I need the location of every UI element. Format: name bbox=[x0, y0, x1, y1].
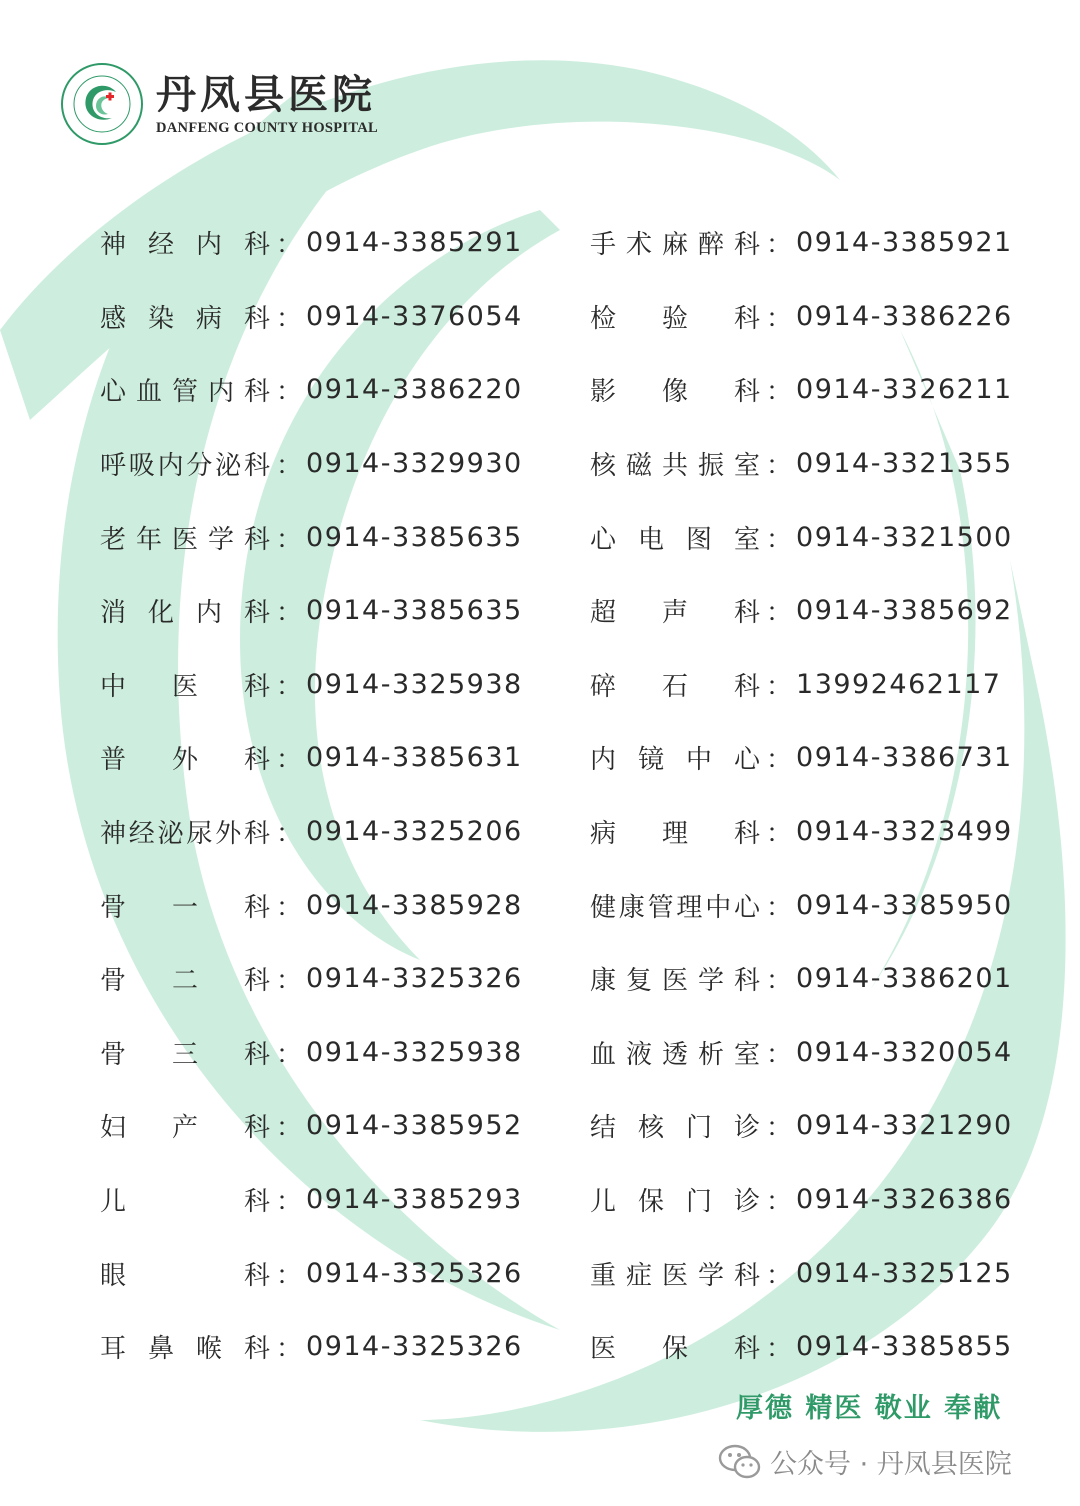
department-name bbox=[100, 1034, 270, 1071]
separator-colon: ： bbox=[276, 230, 303, 261]
phone-number: 0914-3385950 bbox=[796, 889, 1013, 921]
phone-number: 0914-3325125 bbox=[796, 1257, 1013, 1289]
department-char: 心 bbox=[100, 377, 127, 408]
department-name bbox=[590, 519, 760, 556]
department-char: 科 bbox=[733, 1260, 760, 1291]
department-char: 经 bbox=[147, 230, 174, 261]
department-char: 康 bbox=[618, 892, 645, 923]
department-char: 心 bbox=[590, 524, 617, 555]
department-char: 诊 bbox=[733, 1113, 760, 1144]
department-char: 保 bbox=[637, 1187, 664, 1218]
department-char: 重 bbox=[590, 1260, 617, 1291]
phone-number: 0914-3326211 bbox=[796, 374, 1013, 406]
directory-row bbox=[100, 280, 523, 354]
department-char: 耳 bbox=[100, 1334, 127, 1365]
separator-colon: ： bbox=[766, 966, 793, 997]
department-char: 科 bbox=[243, 303, 270, 334]
department-char: 骨 bbox=[100, 892, 127, 923]
department-char: 中 bbox=[100, 671, 127, 702]
department-char: 超 bbox=[590, 598, 617, 629]
department-char: 内 bbox=[157, 451, 184, 482]
department-char: 手 bbox=[590, 230, 617, 261]
separator-colon: ： bbox=[276, 671, 303, 702]
department-char: 室 bbox=[733, 1039, 760, 1070]
department-char: 二 bbox=[171, 966, 198, 997]
directory-row bbox=[100, 1310, 523, 1384]
department-char: 呼 bbox=[100, 451, 127, 482]
phone-number: 0914-3326386 bbox=[796, 1184, 1013, 1216]
directory-right-column bbox=[590, 206, 1013, 1384]
department-char: 科 bbox=[243, 892, 270, 923]
department-char: 诊 bbox=[733, 1187, 760, 1218]
department-char: 学 bbox=[697, 1260, 724, 1291]
department-char: 室 bbox=[733, 451, 760, 482]
department-char: 外 bbox=[215, 819, 242, 850]
phone-number: 0914-3325938 bbox=[306, 668, 523, 700]
separator-colon: ： bbox=[276, 966, 303, 997]
directory-row bbox=[100, 795, 523, 869]
department-char: 管 bbox=[171, 377, 198, 408]
department-char: 儿 bbox=[590, 1187, 617, 1218]
department-char: 老 bbox=[100, 524, 127, 555]
separator-colon: ： bbox=[276, 1187, 303, 1218]
department-char: 神 bbox=[100, 230, 127, 261]
phone-number: 0914-3323499 bbox=[796, 816, 1013, 848]
separator-colon: ： bbox=[766, 819, 793, 850]
department-char: 血 bbox=[135, 377, 162, 408]
separator-colon: ： bbox=[276, 1260, 303, 1291]
department-char: 医 bbox=[661, 966, 688, 997]
department-char: 化 bbox=[147, 598, 174, 629]
department-char: 镜 bbox=[637, 745, 664, 776]
department-char: 科 bbox=[243, 745, 270, 776]
directory-row bbox=[590, 1236, 1013, 1310]
department-char: 结 bbox=[590, 1113, 617, 1144]
department-char: 理 bbox=[676, 892, 703, 923]
separator-colon: ： bbox=[276, 524, 303, 555]
separator-colon: ： bbox=[766, 377, 793, 408]
department-char: 骨 bbox=[100, 966, 127, 997]
department-char: 科 bbox=[733, 598, 760, 629]
department-char: 泌 bbox=[215, 451, 242, 482]
department-char: 消 bbox=[100, 598, 127, 629]
department-name bbox=[100, 445, 270, 482]
phone-number: 0914-3325938 bbox=[306, 1036, 523, 1068]
department-char: 门 bbox=[685, 1113, 712, 1144]
department-name bbox=[590, 960, 760, 997]
separator-colon: ： bbox=[766, 524, 793, 555]
department-char: 磁 bbox=[625, 451, 652, 482]
directory-row bbox=[100, 648, 523, 722]
hospital-logo-icon bbox=[60, 62, 144, 146]
phone-number: 0914-3385631 bbox=[306, 742, 523, 774]
department-char: 科 bbox=[733, 303, 760, 334]
department-char: 保 bbox=[661, 1334, 688, 1365]
department-char: 醉 bbox=[697, 230, 724, 261]
department-char: 振 bbox=[697, 451, 724, 482]
department-char: 病 bbox=[195, 303, 222, 334]
phone-number: 0914-3386226 bbox=[796, 300, 1013, 332]
phone-number: 0914-3320054 bbox=[796, 1036, 1013, 1068]
department-char: 室 bbox=[733, 524, 760, 555]
department-name bbox=[100, 1328, 270, 1365]
department-char: 检 bbox=[590, 303, 617, 334]
separator-colon: ： bbox=[766, 230, 793, 261]
directory-row bbox=[590, 427, 1013, 501]
phone-number: 0914-3321355 bbox=[796, 448, 1013, 480]
department-char: 共 bbox=[661, 451, 688, 482]
department-name bbox=[590, 1107, 760, 1144]
department-char: 科 bbox=[733, 819, 760, 850]
directory-row bbox=[100, 1163, 523, 1237]
department-char: 学 bbox=[697, 966, 724, 997]
department-name bbox=[590, 1255, 760, 1292]
department-char: 科 bbox=[243, 1187, 270, 1218]
department-name bbox=[590, 1328, 760, 1365]
department-char: 内 bbox=[195, 598, 222, 629]
department-char: 液 bbox=[625, 1039, 652, 1070]
department-name bbox=[100, 224, 270, 261]
separator-colon: ： bbox=[766, 1187, 793, 1218]
separator-colon: ： bbox=[276, 303, 303, 334]
directory-row bbox=[100, 721, 523, 795]
department-char: 科 bbox=[243, 598, 270, 629]
phone-number: 0914-3385855 bbox=[796, 1331, 1013, 1363]
department-char: 喉 bbox=[195, 1334, 222, 1365]
department-name bbox=[100, 298, 270, 335]
department-char: 科 bbox=[243, 1039, 270, 1070]
department-char: 理 bbox=[661, 819, 688, 850]
department-char: 内 bbox=[590, 745, 617, 776]
department-char: 电 bbox=[637, 524, 664, 555]
department-char: 科 bbox=[243, 1260, 270, 1291]
department-name bbox=[590, 445, 760, 482]
directory-row bbox=[100, 206, 523, 280]
phone-number: 0914-3385293 bbox=[306, 1184, 523, 1216]
separator-colon: ： bbox=[276, 892, 303, 923]
department-char: 复 bbox=[625, 966, 652, 997]
department-char: 产 bbox=[171, 1113, 198, 1144]
department-char: 中 bbox=[685, 745, 712, 776]
department-name bbox=[100, 1255, 270, 1292]
department-char: 医 bbox=[661, 1260, 688, 1291]
department-name bbox=[100, 813, 270, 850]
phone-number: 0914-3325326 bbox=[306, 1331, 523, 1363]
phone-number: 0914-3385928 bbox=[306, 889, 523, 921]
department-char: 吸 bbox=[128, 451, 155, 482]
directory-row bbox=[590, 574, 1013, 648]
department-char: 感 bbox=[100, 303, 127, 334]
phone-number: 0914-3386731 bbox=[796, 742, 1013, 774]
department-char: 石 bbox=[661, 671, 688, 702]
directory-row bbox=[590, 868, 1013, 942]
directory-left-column bbox=[100, 206, 523, 1384]
department-char: 核 bbox=[590, 451, 617, 482]
directory-row bbox=[100, 1089, 523, 1163]
department-char: 科 bbox=[243, 1334, 270, 1365]
department-char: 骨 bbox=[100, 1039, 127, 1070]
department-char: 像 bbox=[661, 377, 688, 408]
watermark-text: 公众号 · 丹凤县医院 bbox=[770, 1449, 1012, 1480]
department-name bbox=[590, 224, 760, 261]
department-char: 经 bbox=[128, 819, 155, 850]
directory-row bbox=[100, 942, 523, 1016]
department-char: 门 bbox=[685, 1187, 712, 1218]
department-char: 中 bbox=[705, 892, 732, 923]
logo-text-block bbox=[156, 72, 378, 137]
separator-colon: ： bbox=[276, 819, 303, 850]
directory-row bbox=[590, 1089, 1013, 1163]
phone-number: 0914-3385921 bbox=[796, 227, 1013, 259]
phone-number: 0914-3385635 bbox=[306, 521, 523, 553]
department-char: 声 bbox=[661, 598, 688, 629]
directory-row bbox=[590, 795, 1013, 869]
department-char: 科 bbox=[733, 966, 760, 997]
department-name bbox=[100, 739, 270, 776]
department-char: 神 bbox=[100, 819, 127, 850]
separator-colon: ： bbox=[276, 451, 303, 482]
department-char: 康 bbox=[590, 966, 617, 997]
directory-row bbox=[590, 721, 1013, 795]
separator-colon: ： bbox=[276, 1113, 303, 1144]
directory-row bbox=[590, 942, 1013, 1016]
hospital-name-en: DANFENG COUNTY HOSPITAL bbox=[156, 119, 378, 136]
department-char: 外 bbox=[171, 745, 198, 776]
department-char: 染 bbox=[147, 303, 174, 334]
department-char: 症 bbox=[625, 1260, 652, 1291]
department-char: 学 bbox=[207, 524, 234, 555]
department-name bbox=[590, 371, 760, 408]
phone-number: 0914-3385692 bbox=[796, 595, 1013, 627]
hospital-header bbox=[60, 62, 378, 146]
department-name bbox=[590, 1034, 760, 1071]
phone-number: 0914-3325326 bbox=[306, 963, 523, 995]
directory-row bbox=[590, 1310, 1013, 1384]
department-char: 图 bbox=[685, 524, 712, 555]
separator-colon: ： bbox=[276, 598, 303, 629]
directory-row bbox=[590, 353, 1013, 427]
department-char: 一 bbox=[171, 892, 198, 923]
department-name bbox=[100, 666, 270, 703]
department-char: 析 bbox=[697, 1039, 724, 1070]
department-char: 医 bbox=[590, 1334, 617, 1365]
separator-colon: ： bbox=[276, 1039, 303, 1070]
directory-row bbox=[590, 1016, 1013, 1090]
department-char: 科 bbox=[733, 1334, 760, 1365]
directory-row bbox=[100, 353, 523, 427]
separator-colon: ： bbox=[766, 671, 793, 702]
department-char: 尿 bbox=[186, 819, 213, 850]
department-char: 科 bbox=[243, 524, 270, 555]
separator-colon: ： bbox=[766, 1039, 793, 1070]
department-char: 普 bbox=[100, 745, 127, 776]
department-name bbox=[590, 739, 760, 776]
phone-number: 0914-3321290 bbox=[796, 1110, 1013, 1142]
separator-colon: ： bbox=[766, 1260, 793, 1291]
department-name bbox=[590, 813, 760, 850]
wechat-watermark bbox=[718, 1442, 1012, 1481]
department-name bbox=[100, 371, 270, 408]
separator-colon: ： bbox=[276, 745, 303, 776]
department-name bbox=[590, 592, 760, 629]
department-char: 透 bbox=[661, 1039, 688, 1070]
phone-number: 0914-3325326 bbox=[306, 1257, 523, 1289]
department-name bbox=[590, 1181, 760, 1218]
department-name bbox=[590, 666, 760, 703]
directory-row bbox=[100, 427, 523, 501]
department-name bbox=[100, 960, 270, 997]
department-char: 眼 bbox=[100, 1260, 127, 1291]
department-char: 妇 bbox=[100, 1113, 127, 1144]
phone-number: 0914-3385291 bbox=[306, 227, 523, 259]
wechat-icon bbox=[718, 1443, 762, 1481]
department-char: 科 bbox=[733, 377, 760, 408]
separator-colon: ： bbox=[276, 377, 303, 408]
separator-colon: ： bbox=[766, 303, 793, 334]
separator-colon: ： bbox=[766, 745, 793, 776]
directory-row bbox=[100, 1236, 523, 1310]
department-char: 科 bbox=[243, 377, 270, 408]
separator-colon: ： bbox=[766, 598, 793, 629]
department-name bbox=[100, 592, 270, 629]
phone-number: 0914-3385635 bbox=[306, 595, 523, 627]
department-char: 年 bbox=[135, 524, 162, 555]
department-char: 碎 bbox=[590, 671, 617, 702]
phone-number: 0914-3321500 bbox=[796, 521, 1013, 553]
department-char: 三 bbox=[171, 1039, 198, 1070]
directory-row bbox=[590, 648, 1013, 722]
department-name bbox=[590, 298, 760, 335]
department-char: 验 bbox=[661, 303, 688, 334]
directory-row bbox=[100, 500, 523, 574]
phone-number: 0914-3376054 bbox=[306, 300, 523, 332]
department-char: 分 bbox=[186, 451, 213, 482]
department-name bbox=[100, 519, 270, 556]
department-char: 鼻 bbox=[147, 1334, 174, 1365]
department-char: 影 bbox=[590, 377, 617, 408]
department-char: 心 bbox=[733, 892, 760, 923]
separator-colon: ： bbox=[766, 892, 793, 923]
hospital-name: 丹凤县医院 bbox=[156, 70, 376, 118]
directory-row bbox=[100, 1016, 523, 1090]
department-char: 血 bbox=[590, 1039, 617, 1070]
department-name bbox=[100, 1181, 270, 1218]
department-char: 医 bbox=[171, 671, 198, 702]
department-char: 病 bbox=[590, 819, 617, 850]
department-char: 儿 bbox=[100, 1187, 127, 1218]
directory-row bbox=[590, 1163, 1013, 1237]
directory-row bbox=[100, 868, 523, 942]
department-name bbox=[590, 887, 760, 924]
department-char: 麻 bbox=[661, 230, 688, 261]
phone-number: 0914-3385952 bbox=[306, 1110, 523, 1142]
separator-colon: ： bbox=[766, 1334, 793, 1365]
separator-colon: ： bbox=[766, 451, 793, 482]
department-name bbox=[100, 887, 270, 924]
department-char: 科 bbox=[243, 819, 270, 850]
phone-number: 13992462117 bbox=[796, 668, 1002, 700]
separator-colon: ： bbox=[276, 1334, 303, 1365]
separator-colon: ： bbox=[766, 1113, 793, 1144]
department-char: 科 bbox=[243, 671, 270, 702]
department-char: 科 bbox=[243, 230, 270, 261]
department-char: 内 bbox=[207, 377, 234, 408]
department-char: 科 bbox=[243, 966, 270, 997]
department-char: 心 bbox=[733, 745, 760, 776]
phone-number: 0914-3329930 bbox=[306, 448, 523, 480]
department-char: 管 bbox=[647, 892, 674, 923]
department-char: 科 bbox=[733, 230, 760, 261]
department-char: 内 bbox=[195, 230, 222, 261]
department-char: 科 bbox=[243, 1113, 270, 1144]
department-char: 健 bbox=[590, 892, 617, 923]
department-char: 科 bbox=[243, 451, 270, 482]
directory-row bbox=[590, 206, 1013, 280]
department-char: 科 bbox=[733, 671, 760, 702]
department-char: 术 bbox=[625, 230, 652, 261]
phone-number: 0914-3386201 bbox=[796, 963, 1013, 995]
directory-row bbox=[100, 574, 523, 648]
phone-number: 0914-3386220 bbox=[306, 374, 523, 406]
department-char: 泌 bbox=[157, 819, 184, 850]
department-char: 核 bbox=[637, 1113, 664, 1144]
department-char: 医 bbox=[171, 524, 198, 555]
phone-number: 0914-3325206 bbox=[306, 816, 523, 848]
hospital-motto: 厚德 精医 敬业 奉献 bbox=[736, 1393, 1003, 1424]
department-name bbox=[100, 1107, 270, 1144]
directory-row bbox=[590, 500, 1013, 574]
directory-row bbox=[590, 280, 1013, 354]
